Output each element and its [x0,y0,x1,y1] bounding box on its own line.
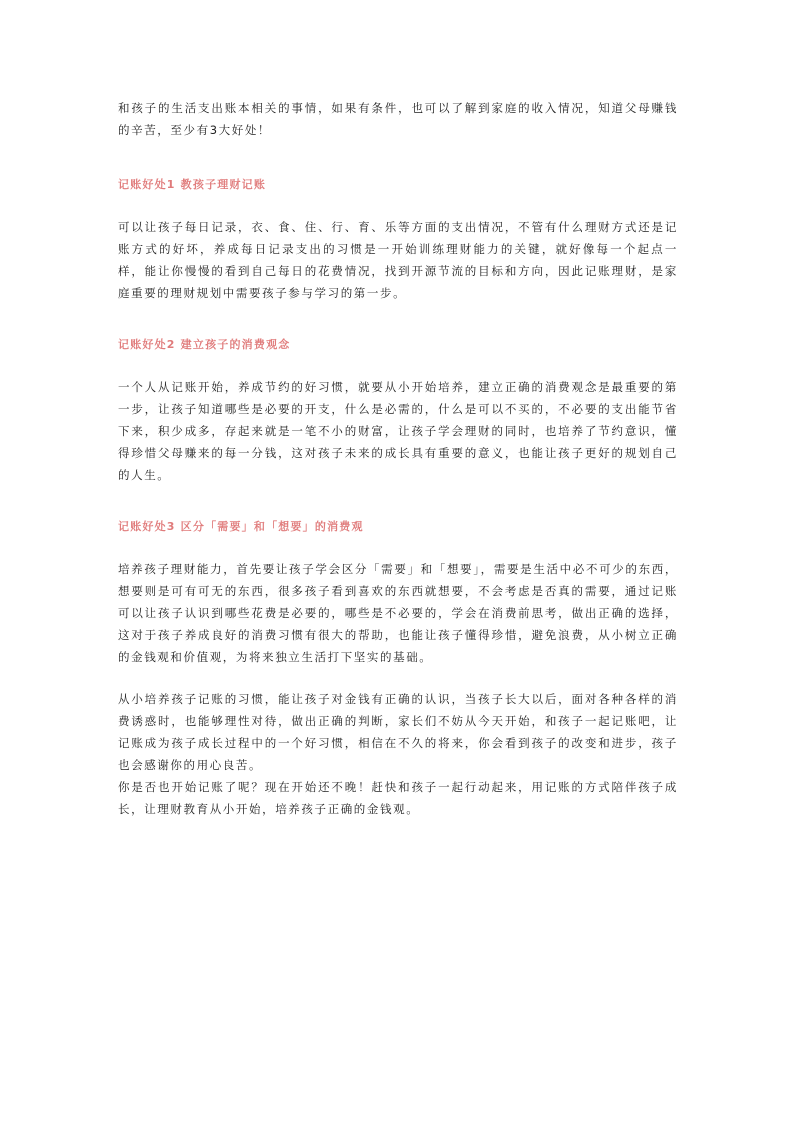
section-heading-3: 记账好处3 区分「需要」和「想要」的消费观 [118,520,364,533]
intro-paragraph: 和孩子的生活支出账本相关的事情，如果有条件，也可以了解到家庭的收入情况，知道父母赚钱的辛苦，至少有3大好处！ [118,101,678,137]
closing-paragraph-1: 从小培养孩子记账的习惯，能让孩子对金钱有正确的认识，当孩子长大以后，面对各种各样的消费诱惑时，也能够理性对待，做出正确的判断，家长们不妨从今天开始，和孩子一起记账吧，让记账成为孩子成长过程中的一个好习惯，相信在不久的将来，你会看到孩子的改变和进步，孩子也会感谢你的用心良苦。 [118,692,678,772]
section-heading-2: 记账好处2 建立孩子的消费观念 [118,338,291,351]
closing-paragraph-2: 你是否也开始记账了呢？现在开始还不晚！赶快和孩子一起行动起来，用记账的方式陪伴孩子成长，让理财教育从小开始，培养孩子正确的金钱观。 [118,780,678,816]
article-body [118,97,678,820]
section-body-1: 可以让孩子每日记录，衣、食、住、行、育、乐等方面的支出情况，不管有什么理财方式还是记账方式的好坏，养成每日记录支出的习惯是一开始训练理财能力的关键，就好像每一个起点一样，能让你慢慢的看到自己每日的花费情况，找到开源节流的目标和方向，因此记账理财，是家庭重要的理财规划中需要孩子参与学习的第一步。 [118,220,678,300]
section-body-3: 培养孩子理财能力，首先要让孩子学会区分「需要」和「想要」，需要是生活中必不可少的东西，想要则是可有可无的东西，很多孩子看到喜欢的东西就想要，不会考虑是否真的需要，通过记账可以让孩子认识到哪些花费是必要的，哪些是不必要的，学会在消费前思考，做出正确的选择，这对于孩子养成良好的消费习惯有很大的帮助，也能让孩子懂得珍惜，避免浪费，从小树立正确的金钱观和价值观，为将来独立生活打下坚实的基础。 [118,562,678,664]
section-heading-1: 记账好处1 教孩子理财记账 [118,178,267,191]
section-body-2: 一个人从记账开始，养成节约的好习惯，就要从小开始培养，建立正确的消费观念是最重要的第一步，让孩子知道哪些是必要的开支，什么是必需的，什么是可以不买的，不必要的支出能节省下来，积少成多，存起来就是一笔不小的财富，让孩子学会理财的同时，也培养了节约意识，懂得珍惜父母赚来的每一分钱，这对孩子未来的成长具有重要的意义，也能让孩子更好的规划自己的人生。 [118,380,678,482]
